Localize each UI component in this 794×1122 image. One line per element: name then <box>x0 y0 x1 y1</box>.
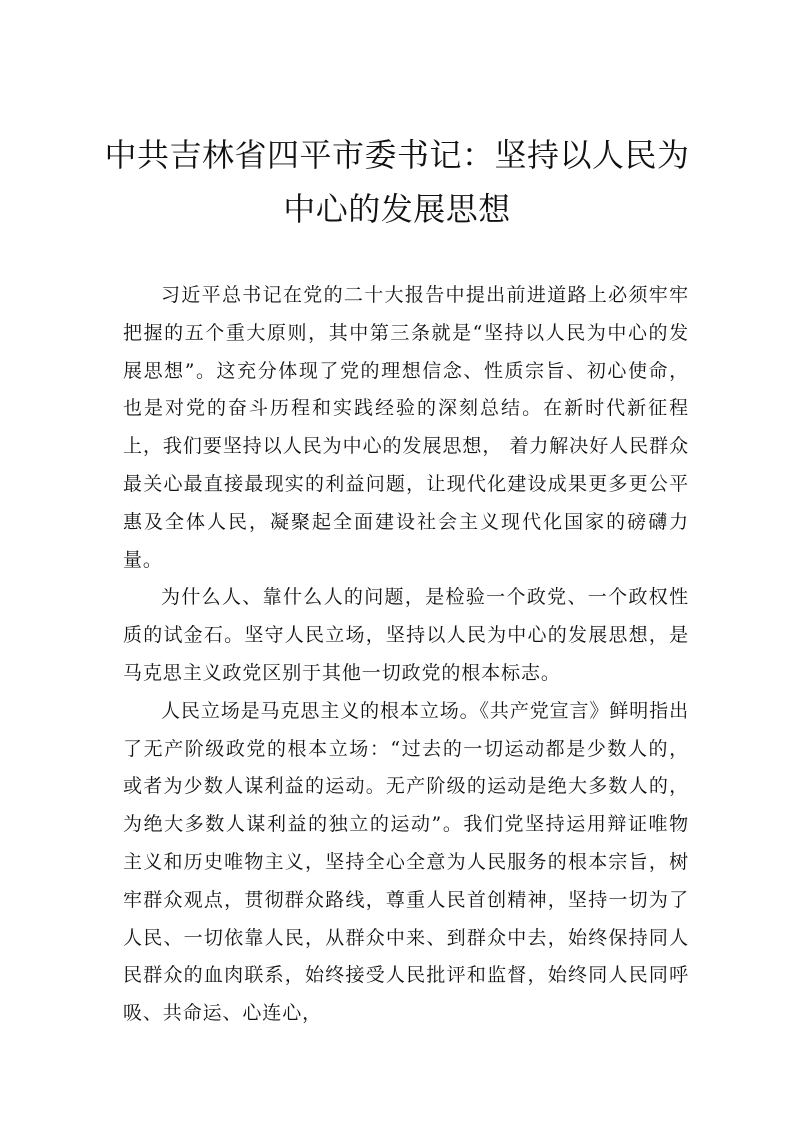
document-body <box>123 277 689 1033</box>
paragraph-1: 习近平总书记在党的二十大报告中提出前进道路上必须牢牢把握的五个重大原则，其中第三条就是“坚持以人民为中心的发展思想”。这充分体现了党的理想信念、性质宗旨、初心使命，也是对党的奋斗历程和实践经验的深刻总结。在新时代新征程上，我们要坚持以人民为中心的发展思想， 着力解决好人民群众最关心最直接最现实的利益问题，让现代化建设成果更多更公平惠及全体人民，凝聚起全面建设社会主义现代化国家的磅礴力量。 <box>123 284 689 571</box>
title-line-2: 中心的发展思想 <box>283 190 511 228</box>
paragraph-3: 人民立场是马克思主义的根本立场。《共产党宣言》鲜明指出了无产阶级政党的根本立场：“过去的一切运动都是少数人的，或者为少数人谋利益的运动。无产阶级的运动是绝大多数人的，为绝大多数人谋利益的独立的运动”。我们党坚持运用辩证唯物主义和历史唯物主义，坚持全心全意为人民服务的根本宗旨，树牢群众观点，贯彻群众路线，尊重人民首创精神，坚持一切为了人民、一切依靠人民，从群众中来、到群众中去，始终保持同人民群众的血肉联系，始终接受人民批评和监督，始终同人民同呼吸、共命运、心连心， <box>123 699 689 1025</box>
paragraph-2: 为什么人、靠什么人的问题，是检验一个政党、一个政权性质的试金石。坚守人民立场，坚持以人民为中心的发展思想，是马克思主义政党区别于其他一切政党的根本标志。 <box>123 586 689 684</box>
title-line-1: 中共吉林省四平市委书记：坚持以人民为 <box>104 136 690 174</box>
document-title <box>100 128 694 236</box>
